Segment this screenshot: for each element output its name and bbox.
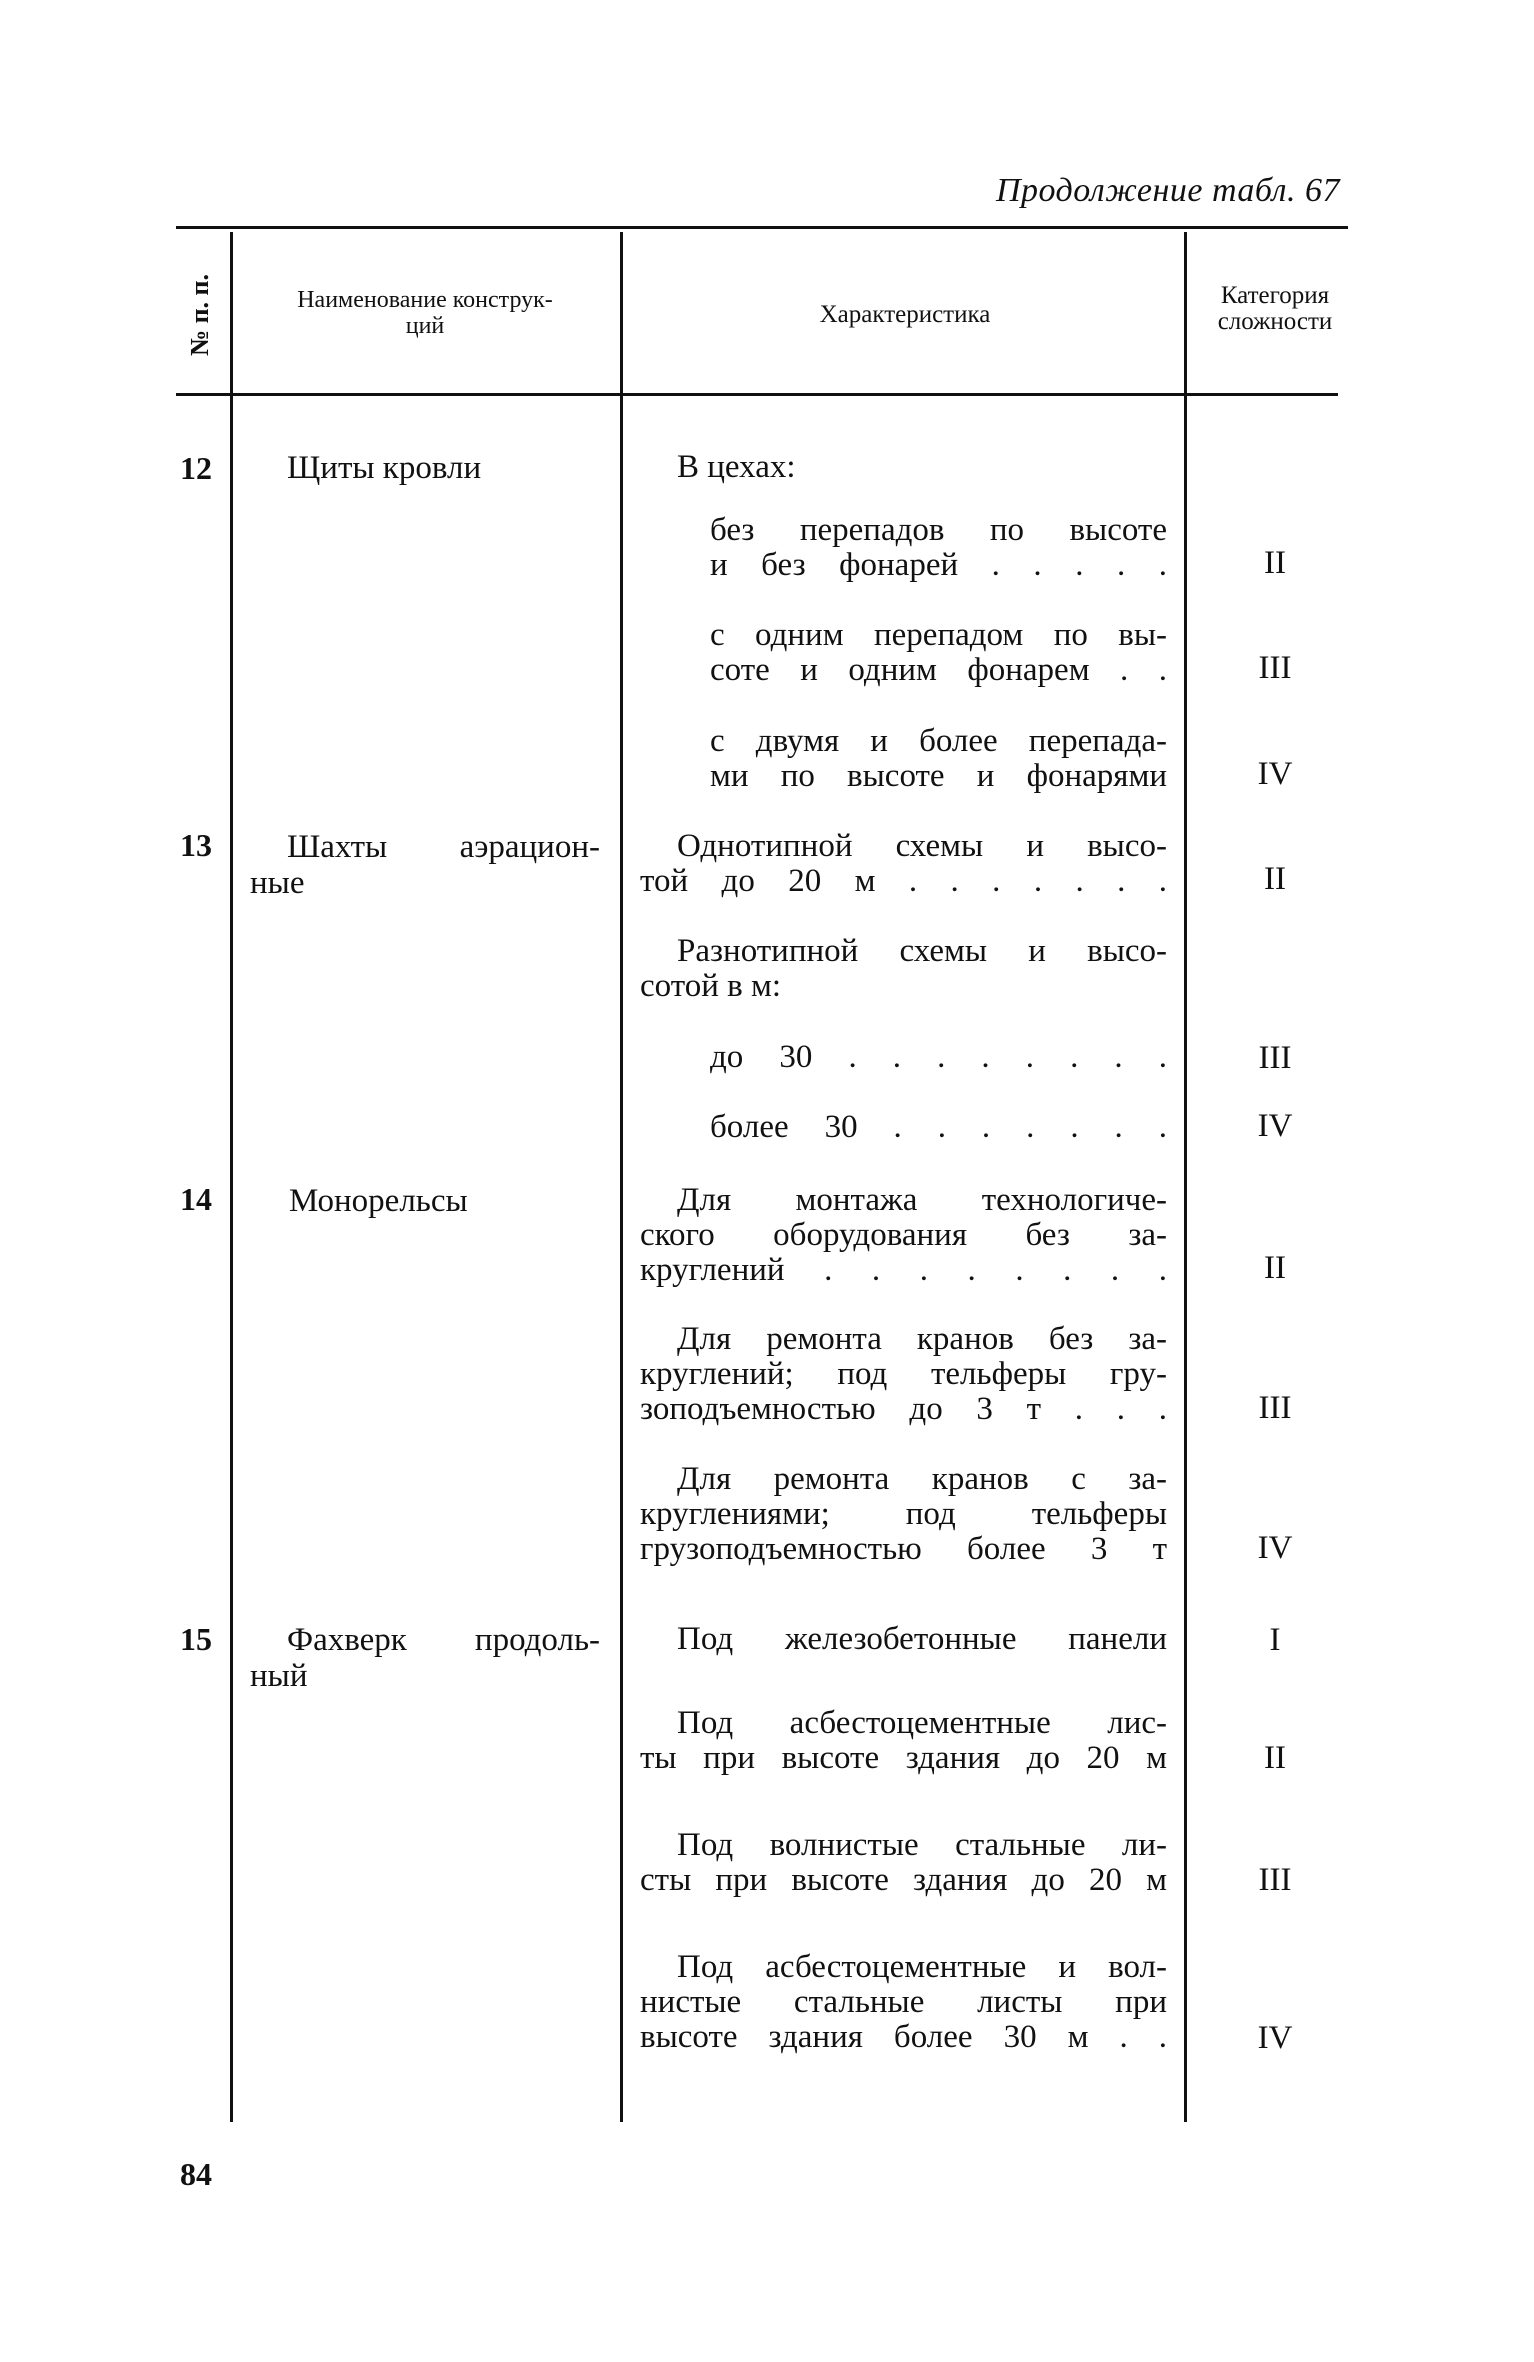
construction-name: Монорельсы — [289, 1183, 468, 1219]
characteristic-text: Для монтажа технологиче- ского оборудования без за- круглений . . . . . . . . — [640, 1183, 1167, 1288]
table-continuation-caption: Продолжение табл. 67 — [995, 172, 1340, 209]
complexity-category: II — [1264, 861, 1286, 897]
complexity-category: II — [1264, 1740, 1286, 1776]
column-divider-2 — [620, 232, 623, 2122]
row-number: 12 — [180, 450, 212, 486]
characteristic-text: с одним перепадом по вы- соте и одним фонарем . . — [710, 618, 1167, 688]
row-number: 15 — [180, 1621, 212, 1657]
header-category-line-1: Категория — [1220, 282, 1330, 309]
table-top-rule — [176, 226, 1348, 229]
header-category — [1190, 283, 1360, 335]
column-divider-3 — [1184, 232, 1187, 2122]
characteristic-text: В цехах: — [677, 449, 796, 485]
complexity-category: IV — [1257, 756, 1293, 792]
row-number: 14 — [180, 1181, 212, 1217]
construction-name: Шахты аэрацион- ные — [250, 829, 600, 901]
characteristic-text: Под железобетонные панели — [677, 1622, 1167, 1657]
complexity-category: I — [1269, 1622, 1281, 1658]
complexity-category: IV — [1257, 1530, 1293, 1566]
header-number: № п. п. — [185, 273, 214, 357]
complexity-category: III — [1258, 1862, 1292, 1898]
complexity-category: III — [1258, 1040, 1292, 1076]
characteristic-text: до 30 . . . . . . . . — [710, 1040, 1167, 1075]
characteristic-text: Под волнистые стальные ли- сты при высоте здания до 20 м — [640, 1828, 1167, 1898]
complexity-category: II — [1264, 1250, 1286, 1286]
characteristic-text: Под асбестоцементные лис- ты при высоте здания до 20 м — [640, 1706, 1167, 1776]
column-divider-1 — [230, 232, 233, 2122]
header-name — [240, 287, 610, 339]
header-name-line-1: Наименование конструк- — [297, 287, 553, 313]
header-category-line-2: сложности — [1217, 308, 1333, 335]
characteristic-text: более 30 . . . . . . . — [710, 1110, 1167, 1145]
characteristic-text: Под асбестоцементные и вол- нистые стальные листы при высоте здания более 30 м . . — [640, 1950, 1167, 2055]
complexity-category: III — [1258, 1390, 1292, 1426]
header-bottom-rule — [176, 393, 1338, 396]
construction-name: Фахверк продоль- ный — [250, 1622, 600, 1694]
page-number: 84 — [180, 2156, 212, 2192]
row-number: 13 — [180, 827, 212, 863]
characteristic-text: Разнотипной схемы и высо- сотой в м: — [640, 934, 1167, 1004]
characteristic-text: Для ремонта кранов без за- круглений; под тельферы гру- зоподъемностью до 3 т . . . — [640, 1322, 1167, 1427]
header-name-line-2: ций — [405, 313, 445, 339]
construction-name: Щиты кровли — [287, 450, 482, 486]
complexity-category: IV — [1257, 1108, 1293, 1144]
characteristic-text: без перепадов по высоте и без фонарей . . . . . — [710, 513, 1167, 583]
complexity-category: II — [1264, 545, 1286, 581]
characteristic-text: Однотипной схемы и высо- той до 20 м . . . . . . . — [640, 829, 1167, 899]
header-characteristic: Характеристика — [819, 301, 991, 328]
complexity-category: III — [1258, 650, 1292, 686]
characteristic-text: с двумя и более перепада- ми по высоте и фонарями — [710, 724, 1167, 794]
characteristic-text: Для ремонта кранов с за- круглениями; под тельферы грузоподъемностью более 3 т — [640, 1462, 1167, 1567]
complexity-category: IV — [1257, 2020, 1293, 2056]
